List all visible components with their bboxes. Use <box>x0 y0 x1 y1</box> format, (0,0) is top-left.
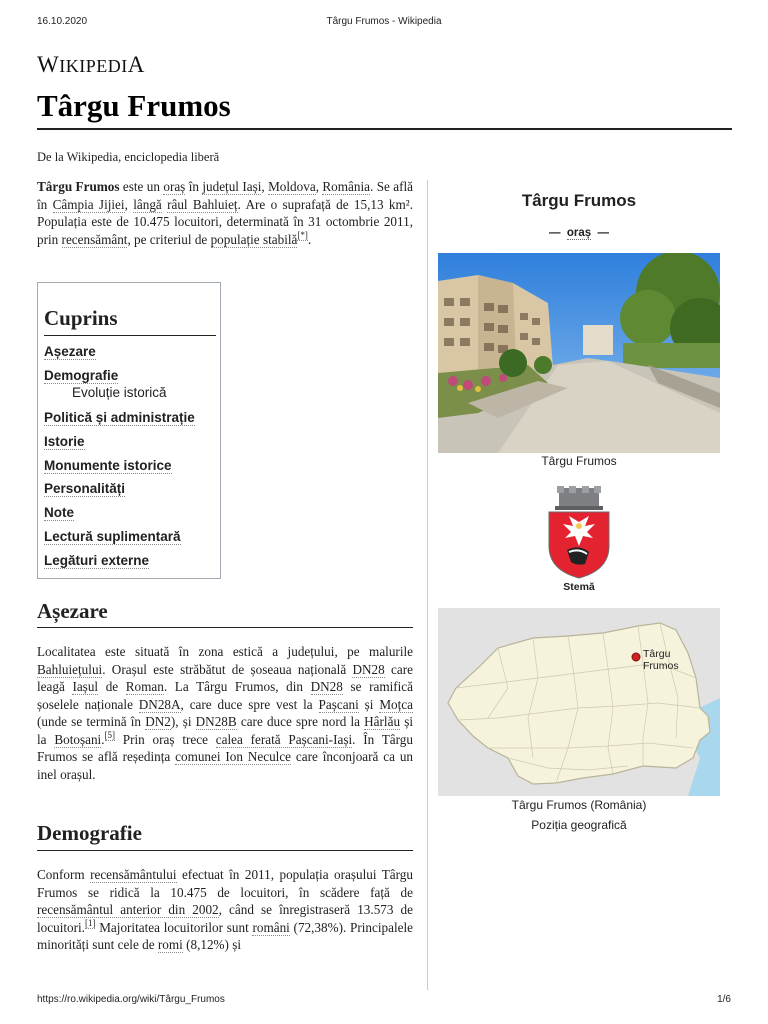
toc-title: Cuprins <box>44 306 118 330</box>
link-romi[interactable]: romi <box>157 937 183 952</box>
print-url: https://ro.wikipedia.org/wiki/Târgu_Frumos <box>37 994 225 1005</box>
link-campia-jijiei[interactable]: Câmpia Jijiei <box>52 196 125 212</box>
link-iasul[interactable]: Iașul <box>72 679 99 694</box>
link-dn28-b[interactable]: DN28 <box>310 679 343 694</box>
location-map[interactable] <box>438 608 720 796</box>
print-date: 16.10.2020 <box>37 16 88 27</box>
location-marker-icon <box>632 653 640 661</box>
link-langa[interactable]: lângă <box>133 196 162 212</box>
toc-item-monumente[interactable]: Monumente istorice <box>44 457 172 473</box>
link-dn28a[interactable]: DN28A <box>138 696 181 712</box>
link-romania[interactable]: România <box>322 179 371 194</box>
link-comuna-ion-neculce[interactable]: comunei Ion Neculce <box>175 749 292 764</box>
intro-paragraph: Târgu Frumos este un oraș în județul Iași, Moldova, România. Se află în Câmpia Jijiei, lângă râul Bahluieț. Are o suprafață de 15,13 km². Populația este de 10.475 locuitori, determinată în 31 octombrie 2011, prin recensământ, pe criteriul de populație stabilă[*]. <box>37 179 414 247</box>
link-moldova[interactable]: Moldova <box>268 179 316 194</box>
title-divider <box>37 128 732 130</box>
toc-item-demografie[interactable]: Demografie <box>44 367 119 383</box>
link-botosani[interactable]: Botoșani <box>54 731 102 747</box>
asezare-paragraph: Localitatea este situată în zona estică a județului, pe malurile Bahluiețului. Orașul este străbătut de șoseaua națională DN28 care leagă Iașul de Roman. La Târgu Frumos, din DN28 se ramifică șoselele naționale DN28A, care duce spre vest la Pașcani și Moțca (unde se termină în DN2), și DN28B care duce spre nord la Hârlău și la Botoșani.[5] Prin oraș trece calea ferată Pașcani-Iași. În Târgu Frumos se află reședința comunei Ion Neculce care înconjoară ca un inel orașul. <box>37 644 414 782</box>
link-romani[interactable]: români <box>252 919 290 935</box>
toc-divider <box>44 335 216 336</box>
print-page-number: 1/6 <box>717 994 731 1005</box>
infobox-subtitle: — oraș — <box>548 227 610 239</box>
toc-item-evolutie-istorica[interactable]: Evoluție istorică <box>72 385 167 401</box>
link-dn28[interactable]: DN28 <box>352 661 385 677</box>
table-of-contents <box>37 282 221 579</box>
link-populatie-stabila[interactable]: populație stabilă <box>210 231 298 247</box>
coat-of-arms-icon[interactable] <box>545 486 613 580</box>
ref-star[interactable]: [*] <box>297 230 308 241</box>
link-dn2[interactable]: DN2 <box>145 714 171 729</box>
toc-item-istorie[interactable]: Istorie <box>44 434 85 450</box>
wikipedia-logo[interactable]: WIKIPEDIA <box>37 52 145 77</box>
toc-item-personalitati[interactable]: Personalități <box>44 481 126 497</box>
demografie-paragraph: Conform recensământului efectuat în 2011, populația orașului Târgu Frumos se ridică la 10.475 de locuitori, în scădere față de recensământul anterior din 2002, când se înregistraseră 13.573 de locuitori.[1] Majoritatea locuitorilor sunt români (72,38%). Principalele minorități sunt cele de romi (8,12%) și <box>37 867 414 952</box>
link-harlau[interactable]: Hârlău <box>364 714 401 729</box>
toc-item-legaturi[interactable]: Legături externe <box>44 552 150 568</box>
map-subcaption: Poziția geografică <box>531 818 627 832</box>
link-raul-bahluiet[interactable]: râul Bahluieț <box>167 196 238 212</box>
infobox-title: Târgu Frumos <box>521 191 637 210</box>
infobox-border <box>427 180 428 990</box>
link-bahluiet[interactable]: Bahluiețului <box>37 661 103 677</box>
map-caption: Târgu Frumos (România) <box>511 798 647 812</box>
link-roman[interactable]: Roman <box>125 679 164 694</box>
link-oras[interactable]: oraș <box>163 179 186 194</box>
toc-item-note[interactable]: Note <box>44 505 74 521</box>
asezare-divider <box>37 627 413 628</box>
demografie-divider <box>37 850 413 851</box>
link-motca[interactable]: Moțca <box>379 696 414 712</box>
heading-asezare: Așezare <box>37 599 108 623</box>
heading-demografie: Demografie <box>37 821 142 845</box>
link-recensamantul-2002[interactable]: recensământul anterior din 2002 <box>37 902 219 917</box>
link-judetul-iasi[interactable]: județul Iași <box>202 179 262 194</box>
ref-5[interactable]: [5] <box>104 730 115 741</box>
link-oras-infobox[interactable]: oraș <box>566 227 592 239</box>
tagline: De la Wikipedia, enciclopedia liberă <box>37 150 220 164</box>
toc-item-lectura[interactable]: Lectură suplimentară <box>44 528 181 544</box>
crest-caption: Stemă <box>563 581 595 593</box>
print-doc-title: Târgu Frumos - Wikipedia <box>326 16 442 27</box>
page-title: Târgu Frumos <box>37 88 231 123</box>
toc-item-politica[interactable]: Politică și administrație <box>44 410 195 426</box>
link-calea-ferata[interactable]: calea ferată Pașcani-Iași <box>215 731 353 747</box>
link-recensamantului[interactable]: recensământului <box>90 867 177 882</box>
toc-item-asezare[interactable]: Așezare <box>44 344 96 359</box>
map-label: Târgu Frumos <box>643 648 679 672</box>
town-photo[interactable] <box>438 253 720 453</box>
photo-caption: Târgu Frumos <box>541 454 617 468</box>
link-pascani[interactable]: Pașcani <box>318 696 359 712</box>
ref-1[interactable]: [1] <box>84 918 96 929</box>
link-dn28b[interactable]: DN28B <box>195 714 237 729</box>
link-recensamant[interactable]: recensământ <box>61 231 128 247</box>
